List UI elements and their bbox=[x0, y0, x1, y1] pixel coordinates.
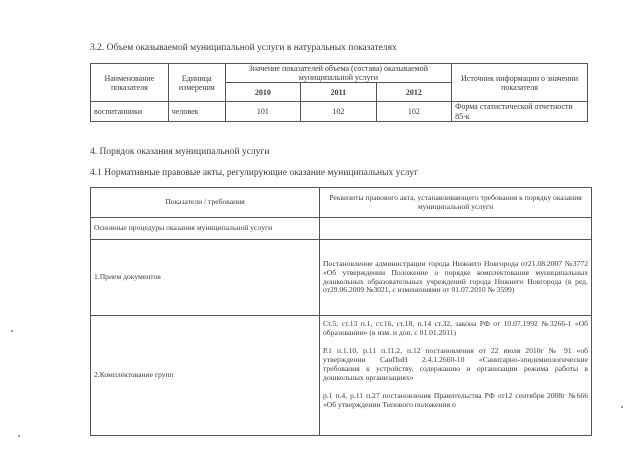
requisite-sanpin: Р.1 п.1.10, р.11 п.11.2, п.12 постановления от 22 июля 2010г № 91 «об утверждении СанПиН 2.4.1.2660-10 «Санитарно-эпидемиологические требования к устройству, содержанию и организации режима работы в дошкольных организациях» bbox=[323, 346, 588, 382]
requisite-education-law: Ст.5, ст.13 п.1, ст.16, ст.18, п.14 ст.32, закона РФ от 10.07.1992 №3266-1 «Об образовании» (в изм. и доп. с 01.01.2011) bbox=[323, 319, 588, 337]
scan-speck bbox=[621, 406, 623, 408]
row-main-procedures: Основные процедуры оказания муниципальной услуги bbox=[91, 218, 320, 240]
row-source: Форма статистической отчетности 85-к bbox=[452, 102, 588, 121]
col-indicator-name: Наименование показателя bbox=[91, 64, 169, 102]
volume-table bbox=[90, 63, 588, 122]
col-unit: Единица измерения bbox=[168, 64, 225, 102]
year-2011: 2011 bbox=[301, 83, 376, 102]
scan-speck bbox=[18, 435, 20, 437]
section-3-2-title: 3.2. Объем оказываемой муниципальной услуги в натуральных показателях bbox=[90, 43, 397, 53]
value-2010: 101 bbox=[225, 102, 300, 121]
row-unit: человек bbox=[168, 102, 225, 121]
section-4-title: 4. Порядок оказания муниципальной услуги bbox=[90, 147, 270, 157]
scan-speck bbox=[11, 330, 13, 332]
section-4-1-title: 4.1 Нормативные правовые акты, регулирующие оказание муниципальных услуг bbox=[90, 168, 418, 178]
col-values-group: Значение показателей объема (состава) оказываемой муниципальной услуги bbox=[225, 64, 451, 83]
year-2010: 2010 bbox=[225, 83, 300, 102]
value-2012: 102 bbox=[376, 102, 451, 121]
col-source: Источник информации о значении показателя bbox=[452, 64, 588, 102]
legal-acts-table bbox=[90, 187, 592, 436]
row-document-intake-requisites: Постановление администрации города Нижнего Новгорода от21.08.2007 №3772 «Об утверждении Положение о порядке комплектования муниципальных дошкольных образовательных учреждений города Нижнего Новгорода (в ред. от29.06.2009 №3021, с изменениями от 01.07.2010 № 3599) bbox=[320, 240, 592, 316]
col-indicator-requirements: Показатели / требования bbox=[91, 188, 320, 218]
row-group-staffing-label: 2.Комплектование групп bbox=[91, 316, 320, 436]
row-document-intake-label: 1.Прием документов bbox=[91, 240, 320, 316]
row-group-staffing-requisites bbox=[320, 316, 592, 436]
year-2012: 2012 bbox=[376, 83, 451, 102]
row-indicator-name: воспитанники bbox=[91, 102, 169, 121]
value-2011: 102 bbox=[301, 102, 376, 121]
col-act-requisites: Реквизиты правового акта, устанавливающего требования к порядку оказания муниципальной услуги bbox=[320, 188, 592, 218]
row-main-procedures-empty bbox=[320, 218, 592, 240]
requisite-government-resolution: р.1 п.4, р.11 п.27 постановления Правительства РФ от12 сентября 2008г №666 «Об утверждении Типового положения о bbox=[323, 391, 588, 410]
